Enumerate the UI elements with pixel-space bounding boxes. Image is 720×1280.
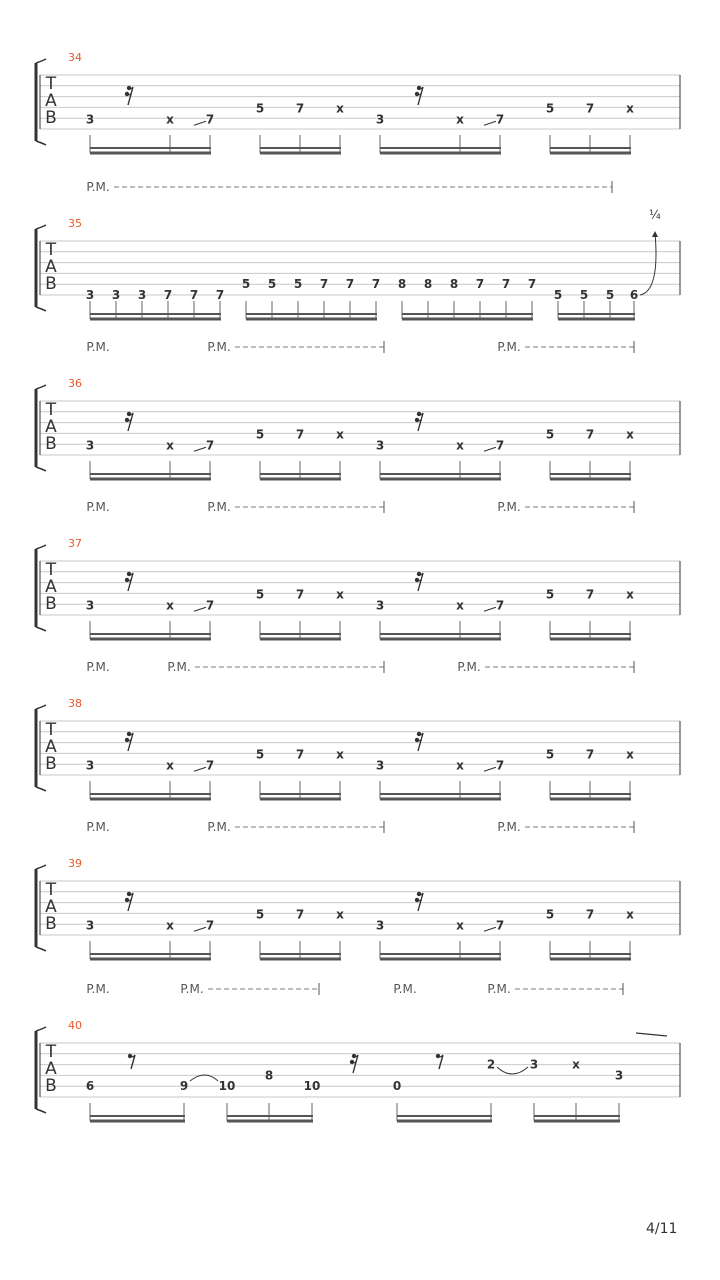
fret-number: 5: [545, 747, 555, 762]
palm-mute-label: P.M.: [393, 982, 417, 996]
measure-number: 36: [68, 377, 82, 390]
fret-number: x: [456, 598, 464, 613]
fret-number: x: [336, 747, 344, 762]
palm-mute-label: P.M.: [86, 180, 110, 194]
slide-mark: [484, 927, 496, 931]
fret-number: 8: [423, 277, 433, 292]
fret-number: x: [336, 907, 344, 922]
bracket-hook: [36, 1109, 46, 1113]
fret-number: 5: [545, 427, 555, 442]
tab-system-37: [36, 500, 680, 639]
page-number: 4/11: [646, 1221, 678, 1237]
bracket-hook: [36, 545, 46, 549]
tab-system-39: [36, 820, 680, 959]
tab-system-40: [36, 982, 680, 1121]
fret-number: 5: [241, 277, 251, 292]
fret-number: x: [626, 907, 634, 922]
fret-number: 7: [205, 438, 215, 453]
tab-clef-letter: B: [45, 434, 57, 454]
fret-number: 3: [85, 112, 95, 127]
fret-number: 5: [255, 747, 265, 762]
slide-mark: [194, 767, 206, 771]
fret-number: 5: [579, 288, 589, 302]
fret-number: 10: [303, 1079, 321, 1094]
fret-number: 3: [529, 1057, 539, 1072]
fret-number: 6: [85, 1079, 95, 1094]
fret-number: x: [626, 101, 634, 116]
bracket-hook: [36, 225, 46, 229]
measure-number: 35: [68, 217, 82, 230]
tab-system-36: [36, 340, 680, 479]
slide-mark: [484, 447, 496, 451]
fret-number: 7: [585, 101, 595, 116]
palm-mute-label: P.M.: [207, 500, 231, 514]
tab-system-35: [36, 180, 680, 319]
tab-clef-letter: T: [45, 1042, 57, 1062]
bracket-hook: [36, 947, 46, 951]
fret-number: x: [626, 587, 634, 602]
fret-number: x: [456, 758, 464, 773]
fret-number: 7: [295, 587, 305, 602]
measure-number: 34: [68, 51, 82, 64]
fret-number: 5: [255, 101, 265, 116]
palm-mute-label: P.M.: [497, 820, 521, 834]
bracket-hook: [36, 385, 46, 389]
fret-number: 3: [111, 288, 121, 302]
fret-number: 5: [545, 907, 555, 922]
fret-number: 3: [375, 918, 385, 933]
fret-number: 3: [85, 918, 95, 933]
palm-mute-label: P.M.: [86, 340, 110, 354]
fret-number: 8: [449, 277, 459, 292]
fret-number: 7: [205, 758, 215, 773]
fret-number: 0: [392, 1079, 402, 1094]
fret-number: x: [166, 438, 174, 453]
bracket-hook: [36, 1027, 46, 1031]
tab-clef-letter: B: [45, 754, 57, 774]
slide-mark: [194, 607, 206, 611]
fret-number: x: [166, 918, 174, 933]
bracket-hook: [36, 705, 46, 709]
palm-mute-label: P.M.: [497, 340, 521, 354]
fret-number: 10: [218, 1079, 236, 1094]
bracket-hook: [36, 141, 46, 145]
fret-number: 7: [295, 747, 305, 762]
fret-number: x: [336, 427, 344, 442]
slide-mark: [484, 121, 496, 125]
tab-clef-letter: A: [45, 417, 57, 437]
tab-clef-letter: T: [45, 720, 57, 740]
fret-number: 2: [486, 1057, 496, 1072]
fret-number: 7: [475, 277, 485, 292]
fret-number: x: [166, 758, 174, 773]
palm-mute-label: P.M.: [86, 982, 110, 996]
fret-number: 7: [495, 598, 505, 613]
palm-mute-label: P.M.: [86, 820, 110, 834]
fret-number: 3: [85, 288, 95, 302]
slide-mark: [484, 767, 496, 771]
bracket-hook: [36, 307, 46, 311]
palm-mute-label: P.M.: [180, 982, 204, 996]
fret-number: 7: [295, 427, 305, 442]
fret-number: 7: [371, 277, 381, 292]
tab-system-38: [36, 660, 680, 799]
fret-number: x: [456, 438, 464, 453]
fret-number: 5: [553, 288, 563, 302]
tab-clef-letter: B: [45, 594, 57, 614]
tab-clef-letter: T: [45, 560, 57, 580]
fret-number: 7: [501, 277, 511, 292]
fret-number: x: [166, 598, 174, 613]
fret-number: 7: [295, 101, 305, 116]
fret-number: x: [626, 427, 634, 442]
palm-mute-label: P.M.: [86, 500, 110, 514]
measure-number: 39: [68, 857, 82, 870]
tab-clef-letter: A: [45, 257, 57, 277]
fret-number: x: [456, 918, 464, 933]
bracket-hook: [36, 787, 46, 791]
fret-number: 5: [255, 587, 265, 602]
palm-mute-label: P.M.: [207, 340, 231, 354]
slide-mark: [484, 607, 496, 611]
tab-clef-letter: T: [45, 74, 57, 94]
fret-number: 5: [545, 587, 555, 602]
bend-amount: ¼: [649, 208, 661, 222]
tab-clef-letter: A: [45, 91, 57, 111]
fret-number: 7: [345, 277, 355, 292]
fret-number: 3: [614, 1068, 624, 1083]
fret-number: 3: [85, 438, 95, 453]
fret-number: 7: [205, 598, 215, 613]
tab-system-34: [36, 51, 680, 153]
palm-mute-label: P.M.: [167, 660, 191, 674]
measure-number: 38: [68, 697, 82, 710]
slide-mark: [194, 121, 206, 125]
fret-number: x: [336, 101, 344, 116]
tab-clef-letter: A: [45, 897, 57, 917]
fret-number: 5: [255, 427, 265, 442]
slide-mark: [194, 447, 206, 451]
tab-clef-letter: A: [45, 1059, 57, 1079]
slide-line: [636, 1033, 667, 1036]
fret-number: 7: [205, 918, 215, 933]
fret-number: 7: [295, 907, 305, 922]
palm-mute-label: P.M.: [207, 820, 231, 834]
bracket-hook: [36, 627, 46, 631]
fret-number: 7: [585, 747, 595, 762]
tab-clef-letter: A: [45, 577, 57, 597]
fret-number: 3: [375, 112, 385, 127]
fret-number: 8: [264, 1068, 274, 1083]
palm-mute-label: P.M.: [457, 660, 481, 674]
slur: [497, 1067, 528, 1074]
tab-clef-letter: A: [45, 737, 57, 757]
fret-number: 3: [375, 758, 385, 773]
fret-number: 7: [585, 587, 595, 602]
fret-number: 7: [585, 427, 595, 442]
fret-number: 7: [205, 112, 215, 127]
fret-number: 7: [585, 907, 595, 922]
tab-clef-letter: B: [45, 274, 57, 294]
fret-number: 7: [495, 438, 505, 453]
fret-number: 3: [137, 288, 147, 302]
tab-clef-letter: B: [45, 108, 57, 128]
fret-number: 7: [189, 288, 199, 302]
bend-arrow: [652, 231, 658, 237]
fret-number: 8: [397, 277, 407, 292]
tab-clef-letter: B: [45, 914, 57, 934]
fret-number: 5: [293, 277, 303, 292]
fret-number: x: [336, 587, 344, 602]
fret-number: 7: [495, 112, 505, 127]
fret-number: x: [626, 747, 634, 762]
fret-number: 7: [527, 277, 537, 292]
bracket-hook: [36, 59, 46, 63]
fret-number: 7: [495, 758, 505, 773]
fret-number: 7: [215, 288, 225, 302]
bracket-hook: [36, 865, 46, 869]
fret-number: 7: [495, 918, 505, 933]
measure-number: 37: [68, 537, 82, 550]
fret-number: 5: [267, 277, 277, 292]
slide-mark: [194, 927, 206, 931]
fret-number: 3: [85, 598, 95, 613]
palm-mute-label: P.M.: [497, 500, 521, 514]
fret-number: 6: [629, 288, 639, 302]
palm-mute-label: P.M.: [86, 660, 110, 674]
tab-clef-letter: T: [45, 400, 57, 420]
measure-number: 40: [68, 1019, 82, 1032]
fret-number: 3: [375, 438, 385, 453]
tab-clef-letter: B: [45, 1076, 57, 1096]
fret-number: 3: [375, 598, 385, 613]
fret-number: x: [456, 112, 464, 127]
fret-number: 9: [179, 1079, 189, 1094]
fret-number: 5: [605, 288, 615, 302]
fret-number: x: [166, 112, 174, 127]
fret-number: 5: [255, 907, 265, 922]
fret-number: 7: [163, 288, 173, 302]
fret-number: 5: [545, 101, 555, 116]
bracket-hook: [36, 467, 46, 471]
fret-number: 3: [85, 758, 95, 773]
fret-number: x: [572, 1057, 580, 1072]
fret-number: 7: [319, 277, 329, 292]
palm-mute-label: P.M.: [487, 982, 511, 996]
tab-clef-letter: T: [45, 240, 57, 260]
tab-clef-letter: T: [45, 880, 57, 900]
bend-curve: [640, 233, 656, 295]
